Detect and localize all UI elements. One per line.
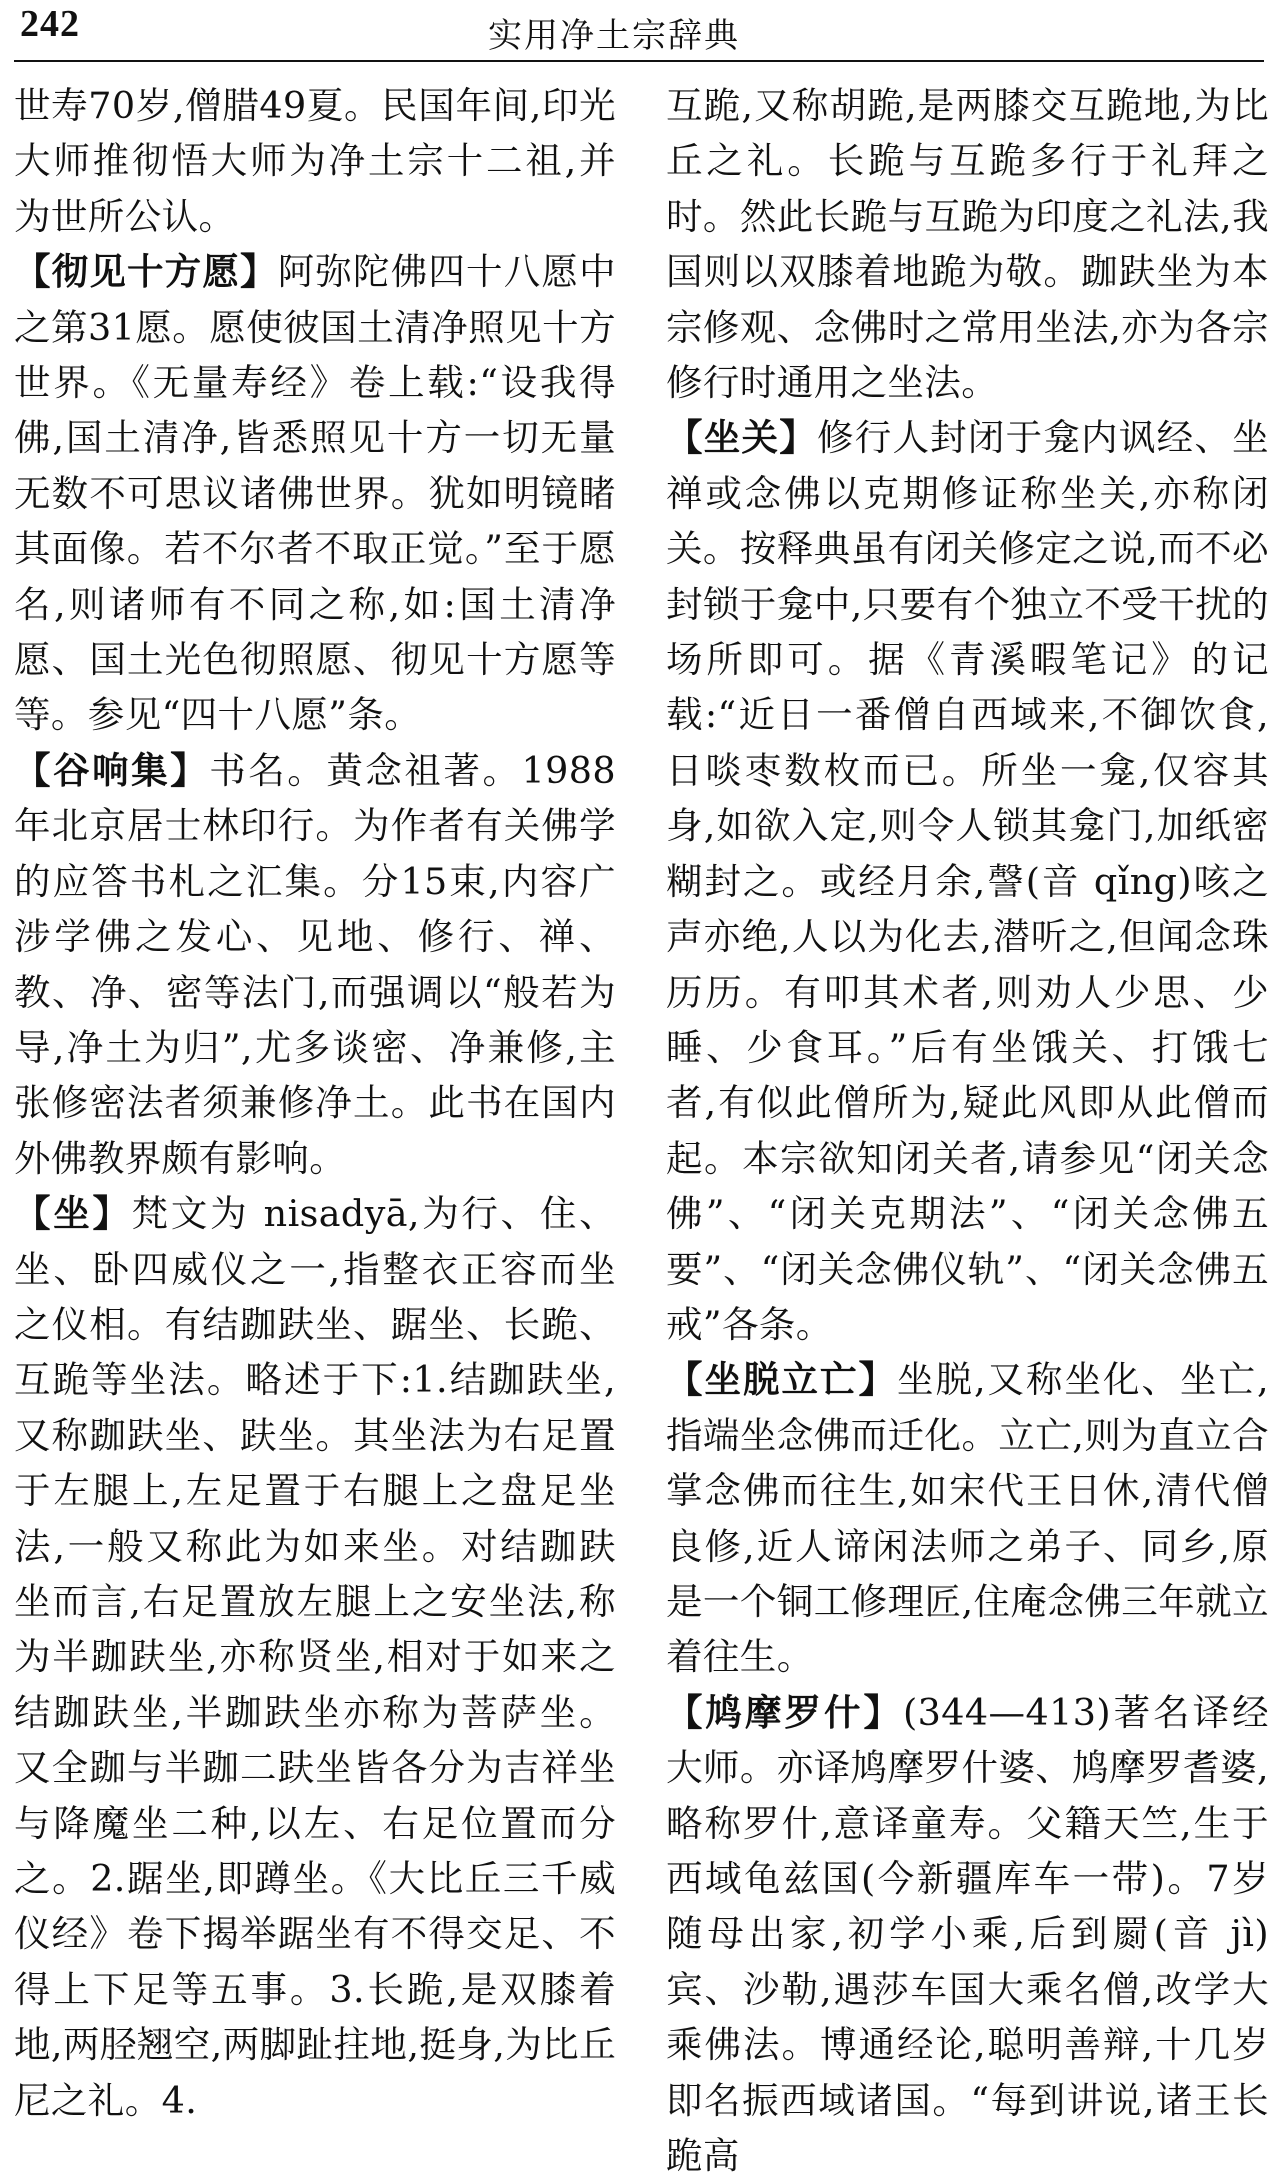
continued-paragraph <box>14 78 616 244</box>
entry-headword: 【坐】 <box>14 1192 132 1236</box>
entry-headword: 【谷响集】 <box>14 748 210 792</box>
entry-text: 书名。黄念祖著。1988年北京居士林印行。为作者有关佛学的应答书札之汇集。分15束,内容广涉学佛之发心、见地、修行、禅、教、净、密等法门,而强调以“般若为导,净土为归”,尤多谈密、净兼修,主张修密法者须兼修净土。此书在国内外佛教界颇有影响。 <box>14 748 616 1180</box>
page-number: 242 <box>20 3 80 45</box>
entry-headword: 【彻见十方愿】 <box>14 250 278 294</box>
paragraph-text: 世寿70岁,僧腊49夏。民国年间,印光大师推彻悟大师为净土宗十二祖,并为世所公认。 <box>14 84 616 238</box>
entry-text: 坐脱,又称坐化、坐亡,指端坐念佛而迁化。立亡,则为直立合掌念佛而往生,如宋代王日休,清代僧良修,近人谛闲法师之弟子、同乡,原是一个铜工修理匠,住庵念佛三年就立着往生。 <box>666 1358 1270 1679</box>
entry-text: (344—413)著名译经大师。亦译鸠摩罗什婆、鸠摩罗耆婆,略称罗什,意译童寿。父籍天竺,生于西域龟兹国(今新疆库车一带)。7岁随母出家,初学小乘,后到罽(音 jì)宾、沙勒,遇莎车国大乘名僧,改学大乘佛法。博通经论,聪明善辩,十几岁即名振西域诸国。“每到讲说,诸王长跪高 <box>666 1690 1269 2178</box>
entry-headword: 【坐关】 <box>666 416 817 460</box>
entry-headword: 【鸠摩罗什】 <box>666 1690 904 1734</box>
header-rule <box>14 60 1264 62</box>
paragraph-text: 互跪,又称胡跪,是两膝交互跪地,为比丘之礼。长跪与互跪多行于礼拜之时。然此长跪与互跪为印度之礼法,我国则以双膝着地跪为敬。跏趺坐为本宗修观、念佛时之常用坐法,亦为各宗修行时通用之坐法。 <box>666 84 1269 405</box>
right-column <box>666 78 1270 2178</box>
continued-paragraph <box>666 78 1269 410</box>
entry-text: 阿弥陀佛四十八愿中之第31愿。愿使彼国土清净照见十方世界。《无量寿经》卷上载:“设我得佛,国土清净,皆悉照见十方一切无量无数不可思议诸佛世界。犹如明镜睹其面像。若不尔者不取正觉。”至于愿名,则诸师有不同之称,如:国土清净愿、国土光色彻照愿、彻见十方愿等等。参见“四十八愿”条。 <box>14 250 616 737</box>
entry-headword: 【坐脱立亡】 <box>666 1358 897 1402</box>
dictionary-entry <box>14 1186 616 2128</box>
dictionary-entry <box>14 743 616 1186</box>
book-title: 实用净土宗辞典 <box>488 16 740 56</box>
dictionary-entry <box>666 1352 1269 1684</box>
entry-text: 修行人封闭于龛内讽经、坐禅或念佛以克期修证称坐关,亦称闭关。按释典虽有闭关修定之说,而不必封锁于龛中,只要有个独立不受干扰的场所即可。据《青溪暇笔记》的记载:“近日一番僧自西域来,不御饮食,日啖枣数枚而已。所坐一龛,仅容其身,如欲入定,则令人锁其龛门,加纸密糊封之。或经月余,謦(音 qǐng)咳之声亦绝,人以为化去,潜听之,但闻念珠历历。有叩其术者,则劝人少思、少睡、少食耳。”后有坐饿关、打饿七者,有似此僧所为,疑此风即从此僧而起。本宗欲知闭关者,请参见“闭关念佛”、“闭关克期法”、“闭关念佛五要”、“闭关念佛仪轨”、“闭关念佛五戒”各条。 <box>666 416 1269 1346</box>
dictionary-entry <box>666 410 1269 1352</box>
dictionary-entry <box>666 1685 1269 2183</box>
entry-text: 梵文为 nisadyā,为行、住、坐、卧四威仪之一,指整衣正容而坐之仪相。有结跏趺坐、踞坐、长跪、互跪等坐法。略述于下:1.结跏趺坐,又称跏趺坐、趺坐。其坐法为右足置于左腿上,左足置于右腿上之盘足坐法,一般又称此为如来坐。对结跏趺坐而言,右足置放左腿上之安坐法,称为半跏趺坐,亦称贤坐,相对于如来之结跏趺坐,半跏趺坐亦称为菩萨坐。又全跏与半跏二趺坐皆各分为吉祥坐与降魔坐二种,以左、右足位置而分之。2.踞坐,即蹲坐。《大比丘三千威仪经》卷下揭举踞坐有不得交足、不得上下足等五事。3.长跪,是双膝着地,两胫翘空,两脚趾拄地,挺身,为比丘尼之礼。4. <box>14 1192 616 2122</box>
dictionary-entry <box>14 244 616 743</box>
left-column <box>14 78 616 2122</box>
page-header <box>14 0 1264 58</box>
